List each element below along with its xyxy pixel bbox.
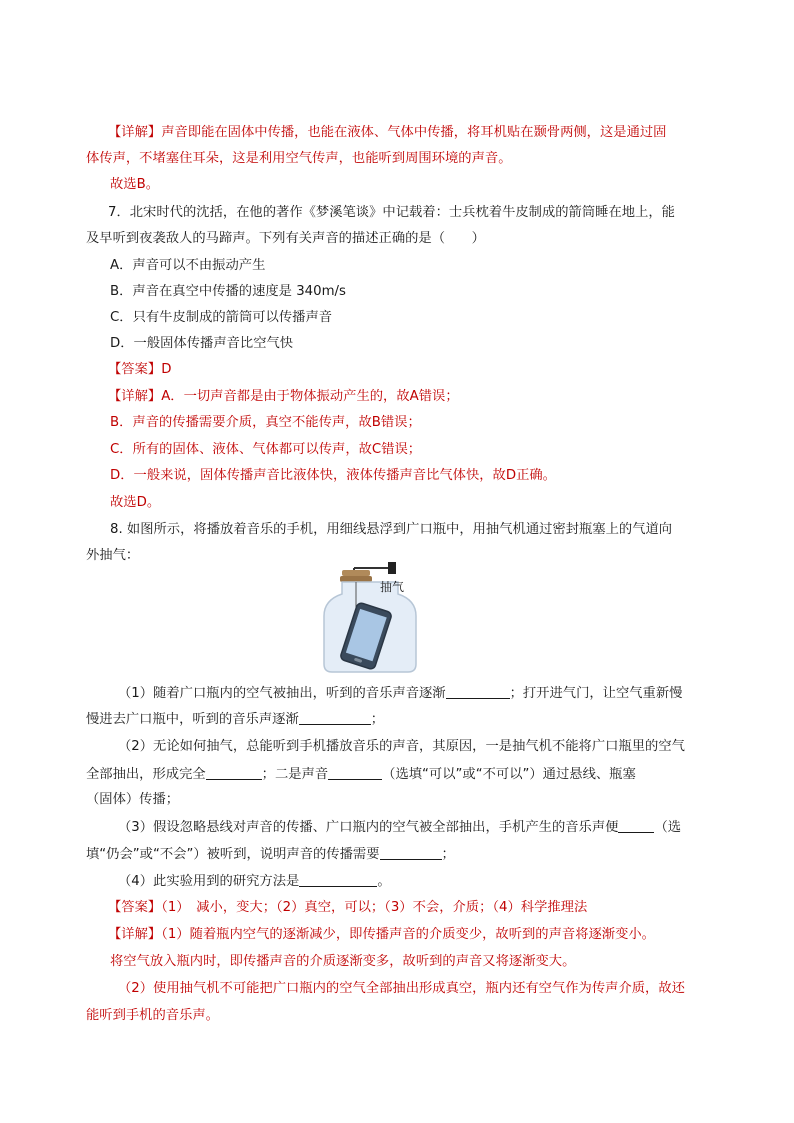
- part-3-line-a: [118, 818, 718, 837]
- answer-blank[interactable]: [446, 684, 510, 699]
- answer-blank[interactable]: [299, 710, 371, 725]
- part-2-line-b: [86, 765, 686, 784]
- text-segment: 。: [377, 874, 391, 889]
- detail-line: [108, 124, 708, 142]
- text-segment: （选填“可以”或“不可以”）通过悬线、瓶塞: [382, 767, 636, 782]
- option-b: B．声音在真空中传播的速度是 340m/s: [110, 284, 346, 299]
- detail-8-b: 将空气放入瓶内时，即传播声音的介质逐渐变多，故听到的声音又将逐渐变大。: [110, 954, 576, 969]
- text-segment: （1）随着广口瓶内的空气被抽出，听到的音乐声音逐渐: [118, 686, 446, 701]
- bottle-phone-figure: [318, 560, 422, 676]
- answer-tag: 【答案】: [108, 362, 162, 377]
- detail-continuation: 体传声，不堵塞住耳朵，这是利用空气传声，也能听到周围环境的声音。: [86, 151, 512, 166]
- text-segment: 全部抽出，形成完全: [86, 767, 206, 782]
- text-segment: ；打开进气门，让空气重新慢: [509, 686, 683, 701]
- text-segment: ；二是声音: [261, 767, 329, 782]
- text-segment: 填“仍会”或“不会”）被听到，说明声音的传播需要: [86, 847, 380, 862]
- part-1-line-a: [118, 684, 718, 703]
- question-8-text: 8. 如图所示，将播放着音乐的手机，用细线悬浮到广口瓶中，用抽气机通过密封瓶塞上的气道向: [110, 522, 673, 537]
- detail-text: （1）随着瓶内空气的逐渐减少，即传播声音的介质变少，故听到的声音将逐渐变小。: [161, 927, 655, 942]
- answer-blank[interactable]: [380, 845, 442, 860]
- option-a: A．声音可以不由振动产生: [110, 258, 266, 273]
- answer-blank[interactable]: [618, 818, 654, 833]
- detail-tag: 【详解】: [108, 125, 162, 140]
- answer-blank[interactable]: [299, 872, 377, 887]
- answer-blank[interactable]: [328, 765, 382, 780]
- detail-7-a: [108, 388, 708, 406]
- part-4-line: [118, 872, 718, 891]
- part-1-line-b: [86, 710, 686, 729]
- answer-value: （1） 减小，变大；（2）真空，可以；（3）不会，介质；（4）科学推理法: [161, 900, 588, 915]
- text-segment: ；: [441, 847, 455, 862]
- detail-8-a: [108, 926, 708, 944]
- answer-tag: 【答案】: [108, 900, 162, 915]
- detail-text: 声音即能在固体中传播，也能在液体、气体中传播，将耳机贴在颞骨两侧，这是通过固: [161, 125, 667, 140]
- answer-blank[interactable]: [206, 765, 262, 780]
- text-segment: （选: [654, 820, 682, 835]
- text-segment: （4）此实验用到的研究方法是: [118, 874, 300, 889]
- question-7-text: 7．北宋时代的沈括，在他的著作《梦溪笔谈》中记载着：士兵枕着牛皮制成的箭筒睡在地上，能: [108, 205, 675, 220]
- answer-7: [108, 361, 708, 379]
- answer-value: D: [161, 362, 172, 377]
- part-2-line-a: （2）无论如何抽气，总能听到手机播放音乐的声音，其原因，一是抽气机不能将广口瓶里的空气: [118, 739, 685, 754]
- choice-7: 故选D。: [110, 495, 161, 510]
- detail-7-b: B．声音的传播需要介质，真空不能传声，故B错误；: [110, 415, 421, 430]
- text-segment: ；: [370, 712, 385, 727]
- choice-line: 故选B。: [110, 177, 160, 192]
- detail-8-d: 能听到手机的音乐声。: [86, 1008, 219, 1023]
- option-c: C．只有牛皮制成的箭筒可以传播声音: [110, 310, 333, 325]
- question-8-continuation: 外抽气：: [86, 548, 140, 563]
- text-segment: 慢进去广口瓶中，听到的音乐声逐渐: [86, 712, 299, 727]
- part-3-line-b: [86, 845, 686, 864]
- part-2-line-c: （固体）传播；: [86, 792, 180, 807]
- answer-8: [108, 899, 708, 917]
- question-7-continuation: 及早听到夜袭敌人的马蹄声。下列有关声音的描述正确的是（ ）: [86, 231, 485, 246]
- option-d: D．一般固体传播声音比空气快: [110, 336, 294, 351]
- pump-label: 抽气: [380, 580, 405, 594]
- detail-text: A．一切声音都是由于物体振动产生的，故A错误；: [161, 389, 459, 404]
- detail-7-c: C．所有的固体、液体、气体都可以传声，故C错误；: [110, 442, 422, 457]
- detail-tag: 【详解】: [108, 927, 162, 942]
- detail-8-c: （2）使用抽气机不可能把广口瓶内的空气全部抽出形成真空，瓶内还有空气作为传声介质，故还: [118, 981, 685, 996]
- text-segment: （3）假设忽略悬线对声音的传播、广口瓶内的空气被全部抽出，手机产生的音乐声便: [118, 820, 619, 835]
- detail-7-d: D．一般来说，固体传播声音比液体快，液体传播声音比气体快，故D正确。: [110, 468, 556, 483]
- detail-tag: 【详解】: [108, 389, 162, 404]
